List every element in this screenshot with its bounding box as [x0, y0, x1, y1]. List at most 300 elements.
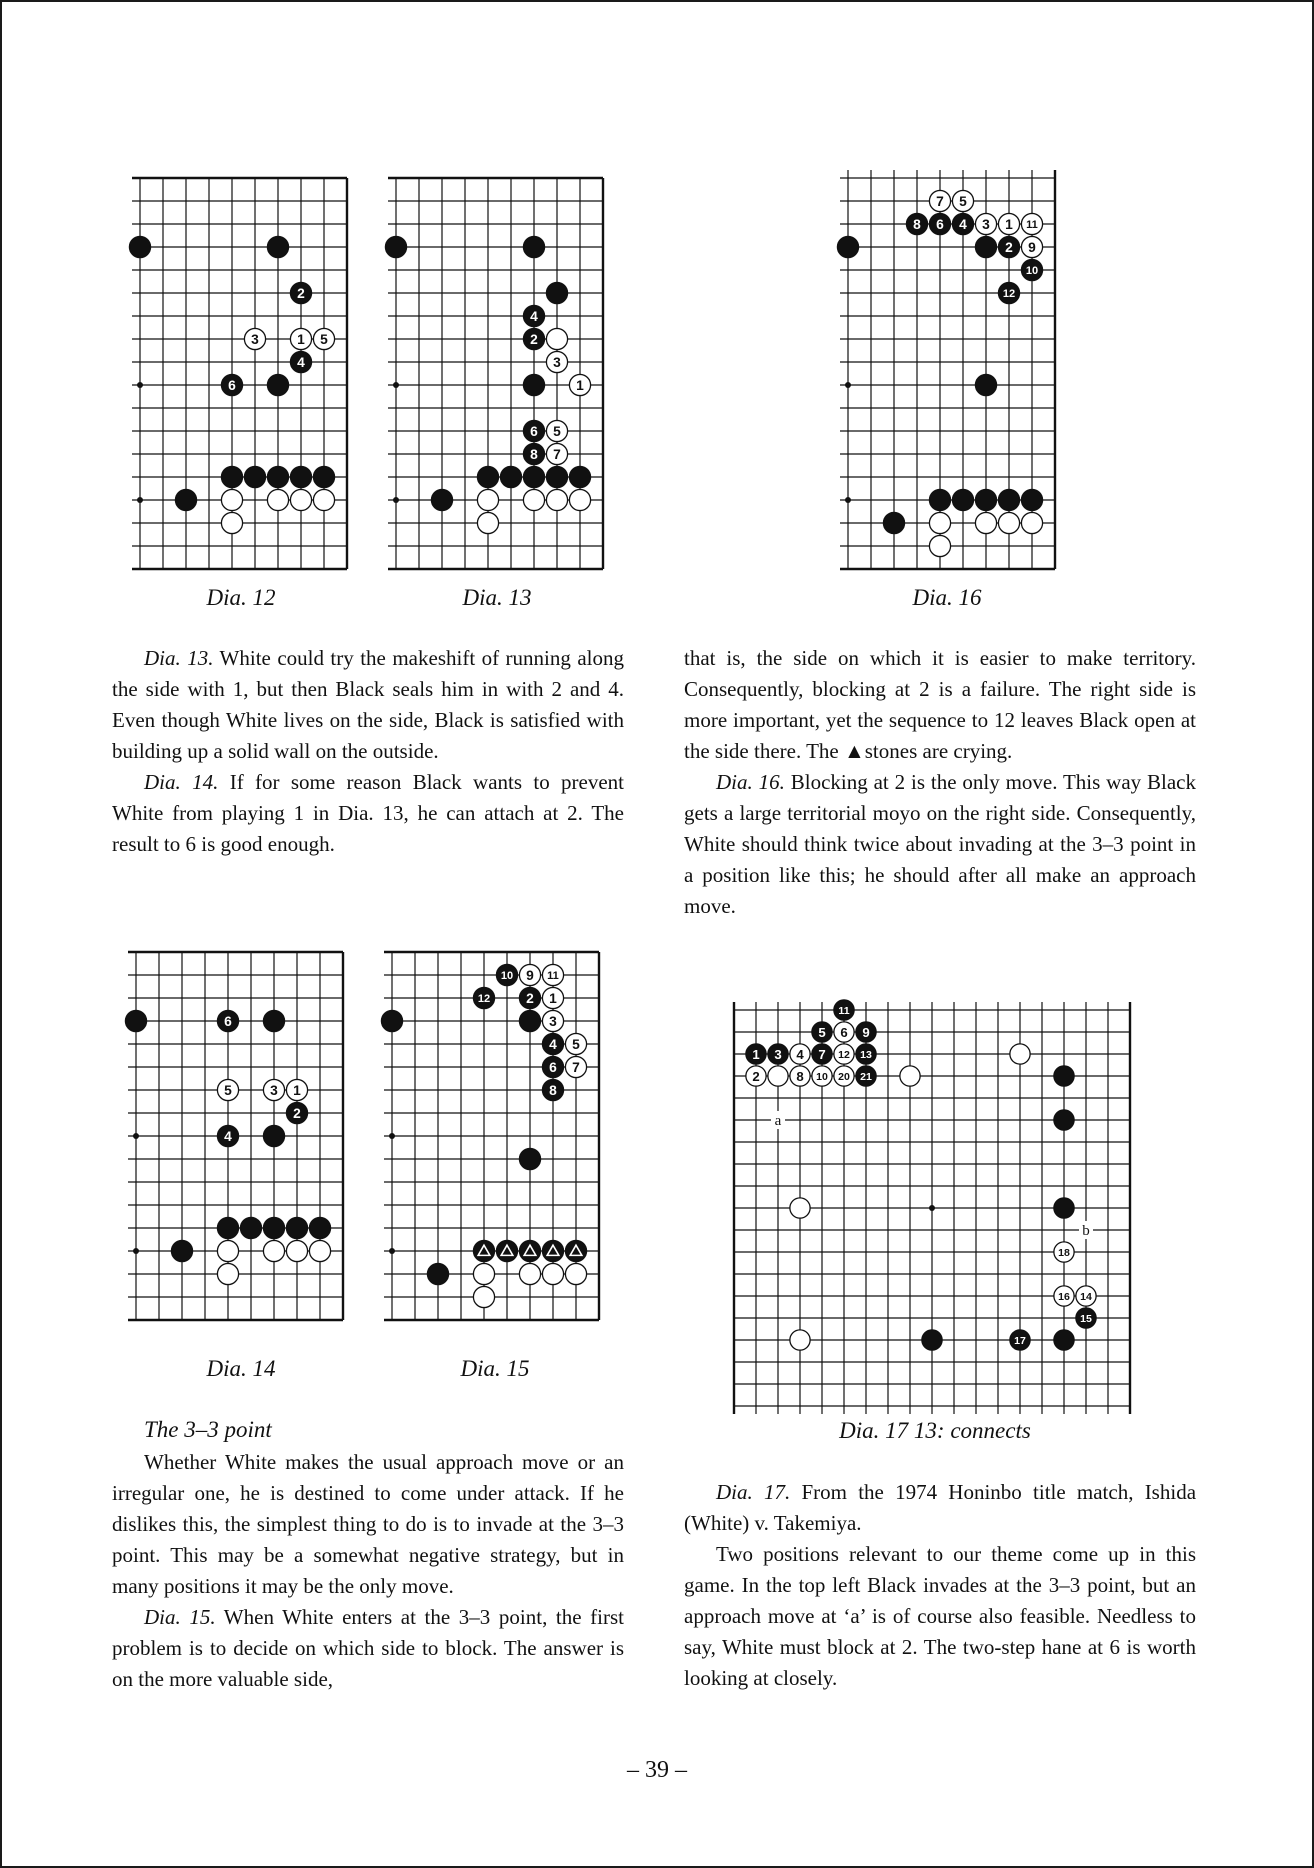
black-stone-4	[217, 1125, 238, 1146]
white-stone	[790, 1198, 810, 1218]
move-number: 10	[816, 1070, 828, 1083]
stone-disc	[519, 1010, 540, 1031]
caption-dia12: Dia. 12	[206, 585, 276, 610]
stone-disc	[546, 466, 567, 487]
black-stone	[1021, 489, 1042, 510]
black-stone-2	[998, 236, 1019, 257]
move-number: 4	[549, 1036, 557, 1052]
stone-disc	[263, 1217, 284, 1238]
move-number: 15	[1080, 1312, 1092, 1325]
move-number: 12	[477, 992, 491, 1005]
white-stone-1	[542, 987, 563, 1008]
black-stone	[240, 1217, 261, 1238]
black-stone	[542, 1240, 563, 1261]
stone-disc	[129, 236, 150, 257]
stone-disc	[290, 466, 311, 487]
white-stone	[929, 535, 950, 556]
stone-disc	[431, 489, 452, 510]
move-number: 11	[547, 969, 559, 982]
black-stone	[500, 466, 521, 487]
move-number: 4	[297, 354, 305, 370]
stone-disc	[975, 489, 996, 510]
stone-disc	[1054, 1330, 1074, 1350]
black-stone-2	[286, 1102, 307, 1123]
move-number: 3	[270, 1082, 278, 1098]
star-point	[133, 1248, 139, 1254]
point-letter-a: a	[774, 1113, 782, 1129]
black-stone	[473, 1240, 494, 1261]
black-stone	[267, 466, 288, 487]
black-stone	[290, 466, 311, 487]
paragraph-body: From the 1974 Honinbo title match, Ishida (White) v. Takemiya.	[684, 1480, 1197, 1535]
white-stone-1	[569, 374, 590, 395]
black-stone	[477, 466, 498, 487]
black-stone	[519, 1010, 540, 1031]
black-stone	[1054, 1330, 1074, 1350]
stone-disc	[244, 466, 265, 487]
black-stone	[546, 282, 567, 303]
stone-disc	[975, 236, 996, 257]
white-stone-4	[790, 1044, 810, 1064]
diagram-13	[384, 166, 610, 586]
paragraph-body: If for some reason Black wants to prevent White from playing 1 in Dia. 13, he can attach at 2. The result to 6 is good enough.	[112, 770, 625, 856]
move-number: 6	[840, 1024, 848, 1040]
star-point	[845, 497, 851, 503]
black-stone-2	[290, 282, 311, 303]
white-stone-16	[1054, 1286, 1074, 1306]
go-board-dia12	[128, 166, 354, 586]
paragraph-label: Dia. 16.	[716, 770, 785, 794]
diagram-16	[836, 166, 1062, 586]
black-stone	[929, 489, 950, 510]
go-board-dia16	[836, 166, 1062, 586]
black-stone-3	[768, 1044, 788, 1064]
stone-disc	[221, 466, 242, 487]
stone-disc	[385, 236, 406, 257]
stone-disc	[286, 1217, 307, 1238]
stone-disc	[1054, 1110, 1074, 1130]
black-stone	[244, 466, 265, 487]
stone-disc	[523, 466, 544, 487]
board-grid	[388, 178, 603, 569]
white-stone-3	[546, 351, 567, 372]
white-stone	[900, 1066, 920, 1086]
move-number: 6	[228, 377, 236, 393]
black-stone-10	[1021, 259, 1042, 280]
caption-dia17: Dia. 17 13: connects	[839, 1418, 1031, 1443]
stone-disc	[922, 1330, 942, 1350]
black-stone-2	[519, 987, 540, 1008]
stone-disc	[998, 489, 1019, 510]
black-stone	[1054, 1110, 1074, 1130]
white-stone	[546, 489, 567, 510]
move-number: 7	[553, 446, 561, 462]
stone-disc	[546, 489, 567, 510]
move-number: 6	[549, 1059, 557, 1075]
move-number: 9	[1028, 239, 1036, 255]
stone-disc	[565, 1263, 586, 1284]
white-stone-1	[290, 328, 311, 349]
move-number: 4	[959, 216, 967, 232]
black-stone	[952, 489, 973, 510]
white-stone	[1010, 1044, 1030, 1064]
black-stone	[975, 236, 996, 257]
black-stone	[313, 466, 334, 487]
move-number: 8	[796, 1068, 804, 1084]
white-stone	[569, 489, 590, 510]
move-number: 3	[251, 331, 259, 347]
paragraph-body: White could try the makeshift of running along the side with 1, but then Black seals him in with 2 and 4. Even though White lives on the side, Black is satisfied with building up a solid wall on the outside.	[112, 646, 625, 763]
move-number: 7	[936, 193, 944, 209]
white-stone-14	[1076, 1286, 1096, 1306]
white-stone-5	[565, 1033, 586, 1054]
move-number: 2	[526, 990, 534, 1006]
move-number: 11	[838, 1004, 850, 1017]
white-stone	[267, 489, 288, 510]
black-stone-10	[496, 964, 517, 985]
white-stone-5	[313, 328, 334, 349]
white-stone-7	[929, 190, 950, 211]
stone-disc	[171, 1240, 192, 1261]
stone-disc	[175, 489, 196, 510]
black-stone-7	[812, 1044, 832, 1064]
white-stone	[519, 1263, 540, 1284]
move-number: 5	[553, 423, 561, 439]
stone-disc	[998, 512, 1019, 533]
black-stone-9	[856, 1022, 876, 1042]
white-stone	[313, 489, 334, 510]
black-stone	[496, 1240, 517, 1261]
black-stone-6	[542, 1056, 563, 1077]
stone-disc	[975, 512, 996, 533]
move-number: 8	[530, 446, 538, 462]
diagram-15	[380, 940, 606, 1354]
white-stone	[523, 489, 544, 510]
white-stone-1	[286, 1079, 307, 1100]
move-number: 3	[774, 1046, 782, 1062]
stone-disc	[523, 374, 544, 395]
move-number: 10	[500, 969, 514, 982]
paragraph-dia15	[112, 1602, 624, 1695]
stone-disc	[263, 1240, 284, 1261]
stone-disc	[125, 1010, 146, 1031]
white-stone-11	[1021, 213, 1042, 234]
stone-disc	[221, 512, 242, 533]
move-number: 2	[297, 285, 305, 301]
white-stone-11	[542, 964, 563, 985]
white-stone	[221, 512, 242, 533]
white-stone-8	[790, 1066, 810, 1086]
white-stone	[565, 1263, 586, 1284]
caption-dia13: Dia. 13	[462, 585, 532, 610]
white-stone	[473, 1286, 494, 1307]
stone-disc	[768, 1066, 788, 1086]
white-stone-20	[834, 1066, 854, 1086]
white-stone-9	[519, 964, 540, 985]
white-stone-1	[998, 213, 1019, 234]
stone-disc	[217, 1263, 238, 1284]
paragraph-dia14	[112, 767, 624, 860]
white-stone-12	[834, 1044, 854, 1064]
black-stone	[431, 489, 452, 510]
stone-disc	[569, 489, 590, 510]
black-stone	[381, 1010, 402, 1031]
black-stone	[519, 1148, 540, 1169]
black-stone	[263, 1125, 284, 1146]
move-number: 13	[860, 1048, 872, 1061]
go-board-dia15	[380, 940, 606, 1354]
white-stone-5	[546, 420, 567, 441]
black-stone-8	[542, 1079, 563, 1100]
stone-disc	[523, 236, 544, 257]
stone-disc	[217, 1240, 238, 1261]
black-stone	[569, 466, 590, 487]
black-stone	[267, 236, 288, 257]
diagram-17	[720, 996, 1144, 1416]
stone-disc	[477, 512, 498, 533]
white-stone	[263, 1240, 284, 1261]
white-stone-3	[542, 1010, 563, 1031]
black-stone	[309, 1217, 330, 1238]
stone-disc	[477, 489, 498, 510]
stone-disc	[900, 1066, 920, 1086]
paragraph-body: Blocking at 2 is the only move. This way Black gets a large territorial moyo on the right side. Consequently, White should think twice about invading at the 3–3 point in a position like this; he should after all make an approach move.	[684, 770, 1197, 918]
stone-disc	[1054, 1198, 1074, 1218]
star-point	[393, 497, 399, 503]
move-number: 1	[297, 331, 305, 347]
black-stone-8	[906, 213, 927, 234]
star-point	[393, 382, 399, 388]
white-stone	[309, 1240, 330, 1261]
white-stone	[768, 1066, 788, 1086]
text-block-left-upper	[112, 643, 624, 860]
point-letter-b: b	[1082, 1223, 1090, 1239]
paragraph-label: Dia. 15.	[144, 1605, 216, 1629]
star-point	[137, 497, 143, 503]
caption-dia15: Dia. 15	[460, 1356, 530, 1381]
black-stone-6	[523, 420, 544, 441]
star-point	[133, 1133, 139, 1139]
stone-disc	[1010, 1044, 1030, 1064]
move-number: 9	[526, 967, 534, 983]
move-number: 11	[1026, 218, 1038, 231]
move-number: 2	[293, 1105, 301, 1121]
stone-disc	[473, 1286, 494, 1307]
stone-disc	[546, 282, 567, 303]
stone-disc	[500, 466, 521, 487]
move-number: 2	[752, 1068, 760, 1084]
black-stone	[171, 1240, 192, 1261]
page-number: – 39 –	[627, 1757, 687, 1783]
black-stone	[975, 374, 996, 395]
move-number: 17	[1014, 1334, 1026, 1347]
move-number: 9	[862, 1024, 870, 1040]
white-stone-7	[546, 443, 567, 464]
paragraph-label: Dia. 17.	[716, 1480, 791, 1504]
move-number: 16	[1058, 1290, 1070, 1303]
board-grid	[132, 178, 347, 569]
stone-disc	[309, 1240, 330, 1261]
stone-disc	[286, 1240, 307, 1261]
move-number: 6	[530, 423, 538, 439]
text-block-right-lower	[684, 1477, 1196, 1694]
black-stone	[1054, 1198, 1074, 1218]
stone-disc	[263, 1010, 284, 1031]
black-stone-4	[952, 213, 973, 234]
star-point	[389, 1248, 395, 1254]
move-number: 21	[860, 1070, 872, 1083]
white-stone-3	[975, 213, 996, 234]
move-number: 2	[530, 331, 538, 347]
move-number: 1	[293, 1082, 301, 1098]
star-point	[389, 1133, 395, 1139]
black-stone-21	[856, 1066, 876, 1086]
move-number: 20	[838, 1070, 850, 1083]
move-number: 3	[982, 216, 990, 232]
stone-disc	[1054, 1066, 1074, 1086]
stone-disc	[929, 489, 950, 510]
white-stone	[790, 1330, 810, 1350]
white-stone-18	[1054, 1242, 1074, 1262]
black-stone-6	[221, 374, 242, 395]
stone-disc	[790, 1330, 810, 1350]
black-stone	[523, 374, 544, 395]
move-number: 18	[1058, 1246, 1070, 1259]
black-stone	[519, 1240, 540, 1261]
stone-disc	[221, 489, 242, 510]
black-stone-4	[523, 305, 544, 326]
stone-disc	[313, 489, 334, 510]
stone-disc	[542, 1263, 563, 1284]
white-stone	[221, 489, 242, 510]
move-number: 6	[936, 216, 944, 232]
stone-disc	[267, 236, 288, 257]
black-stone-17	[1010, 1330, 1030, 1350]
section-heading: The 3–3 point	[144, 1417, 272, 1442]
board-grid	[384, 952, 599, 1320]
stone-disc	[290, 489, 311, 510]
paragraph-continued: that is, the side on which it is easier to make territory. Consequently, blocking at 2 is a failure. The right side is more important, yet the sequence to 12 leaves Black open at the side there. The ▲stones are crying.	[684, 646, 1196, 763]
stone-disc	[790, 1198, 810, 1218]
stone-disc	[929, 535, 950, 556]
black-stone	[883, 512, 904, 533]
stone-disc	[313, 466, 334, 487]
black-stone-6	[217, 1010, 238, 1031]
text-block-left-lower	[112, 1447, 624, 1695]
paragraph-label: Dia. 13.	[144, 646, 214, 670]
move-number: 4	[224, 1128, 232, 1144]
stone-disc	[523, 489, 544, 510]
black-stone-6	[929, 213, 950, 234]
stone-disc	[929, 512, 950, 533]
stone-disc	[837, 236, 858, 257]
stone-disc	[477, 466, 498, 487]
black-stone	[385, 236, 406, 257]
white-stone-3	[263, 1079, 284, 1100]
stone-disc	[263, 1125, 284, 1146]
stone-disc	[217, 1217, 238, 1238]
stone-disc	[309, 1217, 330, 1238]
white-stone-3	[244, 328, 265, 349]
white-stone	[477, 489, 498, 510]
white-stone-6	[834, 1022, 854, 1042]
black-stone-8	[523, 443, 544, 464]
stone-disc	[546, 328, 567, 349]
move-number: 1	[1005, 216, 1013, 232]
paragraph-dia13	[112, 643, 624, 767]
white-stone	[477, 512, 498, 533]
black-stone-1	[746, 1044, 766, 1064]
move-number: 4	[796, 1046, 804, 1062]
black-stone	[998, 489, 1019, 510]
move-number: 7	[572, 1059, 580, 1075]
black-stone	[1054, 1066, 1074, 1086]
black-stone-4	[290, 351, 311, 372]
stone-disc	[427, 1263, 448, 1284]
paragraph-dia17	[684, 1477, 1196, 1539]
white-stone	[542, 1263, 563, 1284]
stone-disc	[1021, 512, 1042, 533]
white-stone	[217, 1240, 238, 1261]
black-stone	[263, 1010, 284, 1031]
star-point	[137, 382, 143, 388]
move-number: 5	[224, 1082, 232, 1098]
black-stone	[286, 1217, 307, 1238]
paragraph-label: Dia. 14.	[144, 770, 219, 794]
white-stone	[217, 1263, 238, 1284]
move-number: 12	[838, 1048, 850, 1061]
black-stone-12	[473, 987, 494, 1008]
white-stone	[473, 1263, 494, 1284]
black-stone	[837, 236, 858, 257]
white-stone-5	[952, 190, 973, 211]
move-number: 1	[752, 1046, 760, 1062]
paragraph-33-intro: Whether White makes the usual approach move or an irregular one, he is destined to come under attack. If he dislikes this, the simplest thing to do is to invade at the 3–3 point. This may be a somewhat negative strategy, but in many positions it may be the only move.	[112, 1450, 624, 1598]
white-stone-9	[1021, 236, 1042, 257]
go-board-dia13	[384, 166, 610, 586]
go-board-dia14	[124, 940, 350, 1354]
move-number: 3	[553, 354, 561, 370]
move-number: 5	[959, 193, 967, 209]
stone-disc	[975, 374, 996, 395]
move-number: 1	[549, 990, 557, 1006]
move-number: 8	[549, 1082, 557, 1098]
black-stone	[267, 374, 288, 395]
white-stone	[1021, 512, 1042, 533]
stone-disc	[952, 489, 973, 510]
black-stone	[217, 1217, 238, 1238]
move-number: 7	[818, 1046, 826, 1062]
move-number: 8	[913, 216, 921, 232]
black-stone-15	[1076, 1308, 1096, 1328]
stone-disc	[1021, 489, 1042, 510]
move-number: 2	[1005, 239, 1013, 255]
black-stone	[125, 1010, 146, 1031]
black-stone	[523, 466, 544, 487]
black-stone	[975, 489, 996, 510]
move-number: 1	[576, 377, 584, 393]
stone-disc	[883, 512, 904, 533]
paragraph-dia17-detail: Two positions relevant to our theme come up in this game. In the top left Black invades at the 3–3 point, but an approach move at ‘a’ is of course also feasible. Needless to say, White must block at 2. The two-step hane at 6 is worth looking at closely.	[684, 1542, 1196, 1690]
go-board-dia17	[720, 996, 1144, 1416]
stone-disc	[267, 489, 288, 510]
black-stone	[427, 1263, 448, 1284]
stone-disc	[569, 466, 590, 487]
stone-disc	[519, 1148, 540, 1169]
paragraph-dia16	[684, 767, 1196, 922]
diagram-14	[124, 940, 350, 1354]
black-stone	[175, 489, 196, 510]
